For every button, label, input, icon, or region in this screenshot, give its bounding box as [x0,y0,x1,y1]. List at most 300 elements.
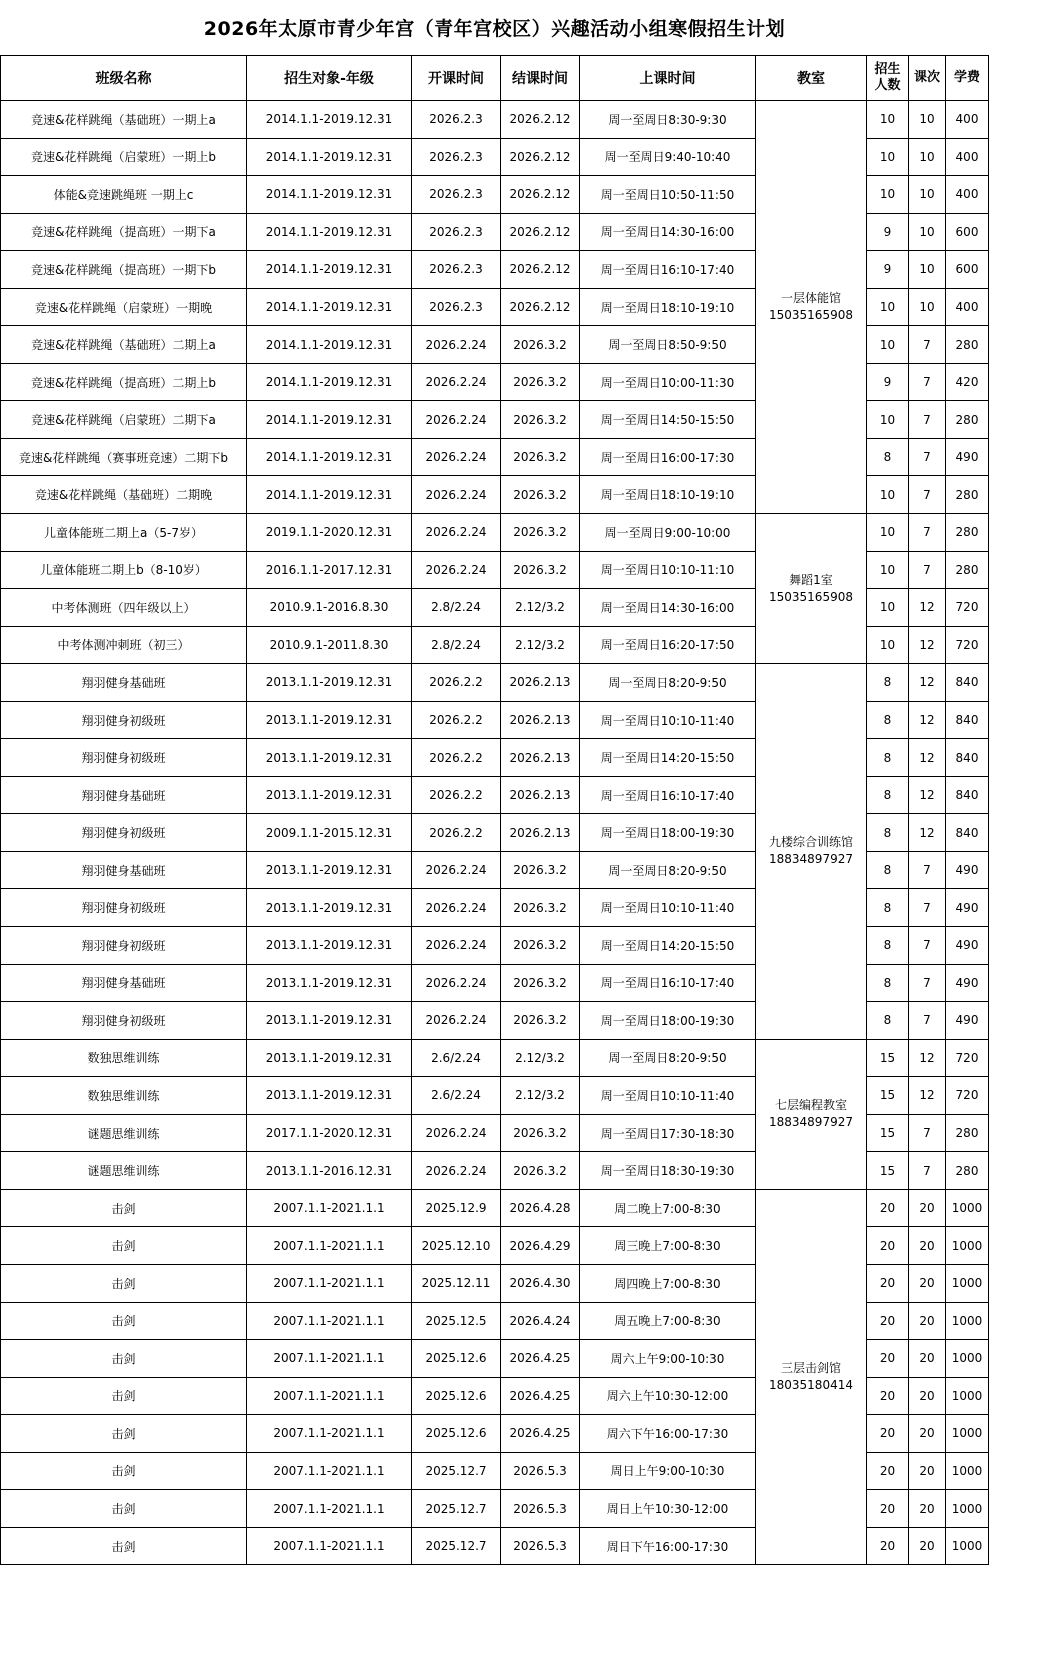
header-target: 招生对象-年级 [247,56,412,101]
target-cell: 2007.1.1-2021.1.1 [247,1189,412,1227]
page-title: 2026年太原市青少年宫（青年宫校区）兴趣活动小组寒假招生计划 [203,18,786,40]
class-name-cell: 翔羽健身初级班 [1,1002,247,1040]
end-date-cell: 2026.2.12 [501,213,580,251]
target-cell: 2007.1.1-2021.1.1 [247,1377,412,1415]
sessions-cell: 20 [909,1227,946,1265]
target-cell: 2013.1.1-2019.12.31 [247,1077,412,1115]
end-date-cell: 2026.4.24 [501,1302,580,1340]
end-date-cell: 2.12/3.2 [501,626,580,664]
target-cell: 2013.1.1-2019.12.31 [247,739,412,777]
fee-cell: 840 [946,776,989,814]
start-date-cell: 2026.2.24 [412,851,501,889]
sessions-cell: 12 [909,589,946,627]
class-name-cell: 翔羽健身初级班 [1,701,247,739]
sessions-cell: 20 [909,1415,946,1453]
quota-cell: 10 [867,288,909,326]
end-date-cell: 2026.3.2 [501,363,580,401]
fee-cell: 1000 [946,1377,989,1415]
schedule-cell: 周一至周日10:00-11:30 [580,363,756,401]
table-body [1,101,989,1565]
class-name-cell: 数独思维训练 [1,1039,247,1077]
quota-cell: 15 [867,1077,909,1115]
quota-cell: 20 [867,1415,909,1453]
target-cell: 2014.1.1-2019.12.31 [247,138,412,176]
class-name-cell: 中考体测冲刺班（初三） [1,626,247,664]
end-date-cell: 2026.4.28 [501,1189,580,1227]
class-name-cell: 翔羽健身基础班 [1,776,247,814]
quota-cell: 15 [867,1152,909,1190]
header-end: 结课时间 [501,56,580,101]
schedule-cell: 周一至周日16:00-17:30 [580,438,756,476]
schedule-cell: 周一至周日18:00-19:30 [580,814,756,852]
room-phone: 15035165908 [769,589,853,604]
fee-cell: 720 [946,589,989,627]
start-date-cell: 2026.2.24 [412,927,501,965]
class-name-cell: 击剑 [1,1377,247,1415]
quota-cell: 15 [867,1039,909,1077]
target-cell: 2014.1.1-2019.12.31 [247,401,412,439]
target-cell: 2013.1.1-2019.12.31 [247,851,412,889]
target-cell: 2017.1.1-2020.12.31 [247,1114,412,1152]
sessions-cell: 12 [909,1039,946,1077]
class-name-cell: 竞速&花样跳绳（提高班）一期下a [1,213,247,251]
schedule-cell: 周一至周日10:10-11:40 [580,701,756,739]
target-cell: 2013.1.1-2019.12.31 [247,889,412,927]
schedule-cell: 周六上午10:30-12:00 [580,1377,756,1415]
fee-cell: 400 [946,288,989,326]
class-name-cell: 竞速&花样跳绳（基础班）一期上a [1,101,247,139]
enrollment-table [0,55,989,1565]
start-date-cell: 2026.2.24 [412,964,501,1002]
sessions-cell: 7 [909,401,946,439]
sessions-cell: 7 [909,476,946,514]
fee-cell: 490 [946,927,989,965]
target-cell: 2014.1.1-2019.12.31 [247,438,412,476]
quota-cell: 8 [867,851,909,889]
room-phone: 18035180414 [769,1378,853,1393]
class-name-cell: 翔羽健身基础班 [1,964,247,1002]
schedule-cell: 周一至周日9:40-10:40 [580,138,756,176]
start-date-cell: 2026.2.3 [412,213,501,251]
start-date-cell: 2026.2.2 [412,701,501,739]
target-cell: 2007.1.1-2021.1.1 [247,1227,412,1265]
sessions-cell: 7 [909,326,946,364]
class-name-cell: 儿童体能班二期上b（8-10岁） [1,551,247,589]
sessions-cell: 7 [909,1002,946,1040]
room-name: 舞蹈1室 [789,572,833,587]
schedule-cell: 周一至周日8:50-9:50 [580,326,756,364]
end-date-cell: 2026.4.25 [501,1415,580,1453]
fee-cell: 280 [946,476,989,514]
sessions-cell: 7 [909,851,946,889]
target-cell: 2010.9.1-2011.8.30 [247,626,412,664]
end-date-cell: 2026.3.2 [501,551,580,589]
start-date-cell: 2026.2.2 [412,776,501,814]
fee-cell: 280 [946,401,989,439]
target-cell: 2016.1.1-2017.12.31 [247,551,412,589]
schedule-cell: 周四晚上7:00-8:30 [580,1264,756,1302]
header-time: 上课时间 [580,56,756,101]
start-date-cell: 2026.2.3 [412,288,501,326]
start-date-cell: 2026.2.24 [412,889,501,927]
room-cell [756,664,867,1039]
schedule-cell: 周一至周日14:30-16:00 [580,213,756,251]
quota-cell: 8 [867,964,909,1002]
fee-cell: 720 [946,626,989,664]
start-date-cell: 2026.2.24 [412,1152,501,1190]
end-date-cell: 2026.2.13 [501,701,580,739]
start-date-cell: 2026.2.2 [412,739,501,777]
sessions-cell: 12 [909,814,946,852]
end-date-cell: 2026.2.12 [501,138,580,176]
target-cell: 2013.1.1-2019.12.31 [247,664,412,702]
end-date-cell: 2026.4.25 [501,1377,580,1415]
schedule-cell: 周一至周日14:50-15:50 [580,401,756,439]
sessions-cell: 20 [909,1490,946,1528]
quota-cell: 10 [867,514,909,552]
target-cell: 2007.1.1-2021.1.1 [247,1452,412,1490]
fee-cell: 490 [946,964,989,1002]
fee-cell: 1000 [946,1227,989,1265]
start-date-cell: 2026.2.24 [412,438,501,476]
fee-cell: 280 [946,514,989,552]
target-cell: 2007.1.1-2021.1.1 [247,1527,412,1565]
start-date-cell: 2026.2.2 [412,664,501,702]
class-name-cell: 竞速&花样跳绳（启蒙班）一期上b [1,138,247,176]
end-date-cell: 2026.2.13 [501,776,580,814]
schedule-cell: 周五晚上7:00-8:30 [580,1302,756,1340]
room-cell [756,514,867,664]
class-name-cell: 竞速&花样跳绳（提高班）一期下b [1,251,247,289]
class-name-cell: 翔羽健身基础班 [1,664,247,702]
end-date-cell: 2026.4.29 [501,1227,580,1265]
target-cell: 2014.1.1-2019.12.31 [247,288,412,326]
quota-cell: 9 [867,363,909,401]
class-name-cell: 击剑 [1,1264,247,1302]
target-cell: 2013.1.1-2019.12.31 [247,776,412,814]
end-date-cell: 2026.3.2 [501,964,580,1002]
table-row [1,664,989,702]
table-row [1,101,989,139]
fee-cell: 490 [946,1002,989,1040]
quota-cell: 9 [867,213,909,251]
class-name-cell: 击剑 [1,1415,247,1453]
target-cell: 2007.1.1-2021.1.1 [247,1264,412,1302]
end-date-cell: 2026.2.12 [501,101,580,139]
quota-cell: 10 [867,589,909,627]
header-start: 开课时间 [412,56,501,101]
target-cell: 2013.1.1-2016.12.31 [247,1152,412,1190]
target-cell: 2014.1.1-2019.12.31 [247,326,412,364]
start-date-cell: 2026.2.3 [412,138,501,176]
sessions-cell: 7 [909,438,946,476]
start-date-cell: 2025.12.7 [412,1490,501,1528]
sessions-cell: 20 [909,1340,946,1378]
end-date-cell: 2026.2.12 [501,251,580,289]
sessions-cell: 7 [909,551,946,589]
end-date-cell: 2026.2.13 [501,814,580,852]
schedule-cell: 周一至周日17:30-18:30 [580,1114,756,1152]
target-cell: 2010.9.1-2016.8.30 [247,589,412,627]
start-date-cell: 2025.12.9 [412,1189,501,1227]
quota-cell: 10 [867,551,909,589]
fee-cell: 1000 [946,1527,989,1565]
sessions-cell: 20 [909,1527,946,1565]
end-date-cell: 2026.3.2 [501,1114,580,1152]
class-name-cell: 竞速&花样跳绳（启蒙班）二期下a [1,401,247,439]
fee-cell: 1000 [946,1490,989,1528]
sessions-cell: 7 [909,363,946,401]
quota-cell: 8 [867,889,909,927]
sessions-cell: 10 [909,251,946,289]
quota-cell: 8 [867,1002,909,1040]
class-name-cell: 中考体测班（四年级以上） [1,589,247,627]
start-date-cell: 2026.2.24 [412,326,501,364]
end-date-cell: 2026.2.12 [501,288,580,326]
sessions-cell: 20 [909,1452,946,1490]
quota-cell: 8 [867,927,909,965]
fee-cell: 1000 [946,1340,989,1378]
sessions-cell: 10 [909,176,946,214]
fee-cell: 400 [946,176,989,214]
schedule-cell: 周日上午9:00-10:30 [580,1452,756,1490]
fee-cell: 280 [946,1152,989,1190]
sessions-cell: 20 [909,1264,946,1302]
target-cell: 2013.1.1-2019.12.31 [247,964,412,1002]
quota-cell: 9 [867,251,909,289]
fee-cell: 720 [946,1039,989,1077]
class-name-cell: 击剑 [1,1340,247,1378]
room-phone: 18834897927 [769,852,853,867]
target-cell: 2014.1.1-2019.12.31 [247,476,412,514]
class-name-cell: 体能&竞速跳绳班 一期上c [1,176,247,214]
class-name-cell: 击剑 [1,1302,247,1340]
quota-cell: 10 [867,101,909,139]
fee-cell: 1000 [946,1189,989,1227]
sessions-cell: 10 [909,101,946,139]
quota-cell: 8 [867,664,909,702]
end-date-cell: 2026.3.2 [501,438,580,476]
sessions-cell: 12 [909,1077,946,1115]
schedule-cell: 周一至周日16:10-17:40 [580,964,756,1002]
quota-cell: 8 [867,701,909,739]
quota-cell: 20 [867,1302,909,1340]
quota-cell: 20 [867,1227,909,1265]
start-date-cell: 2.8/2.24 [412,626,501,664]
table-row [1,1189,989,1227]
class-name-cell: 击剑 [1,1189,247,1227]
class-name-cell: 谜题思维训练 [1,1114,247,1152]
target-cell: 2009.1.1-2015.12.31 [247,814,412,852]
schedule-cell: 周一至周日16:20-17:50 [580,626,756,664]
end-date-cell: 2026.5.3 [501,1452,580,1490]
class-name-cell: 竞速&花样跳绳（基础班）二期上a [1,326,247,364]
fee-cell: 400 [946,101,989,139]
fee-cell: 400 [946,138,989,176]
schedule-cell: 周一至周日8:20-9:50 [580,1039,756,1077]
end-date-cell: 2026.5.3 [501,1527,580,1565]
schedule-cell: 周日上午10:30-12:00 [580,1490,756,1528]
schedule-cell: 周一至周日18:10-19:10 [580,288,756,326]
class-name-cell: 竞速&花样跳绳（提高班）二期上b [1,363,247,401]
header-quota [867,56,909,101]
start-date-cell: 2.6/2.24 [412,1077,501,1115]
target-cell: 2007.1.1-2021.1.1 [247,1490,412,1528]
end-date-cell: 2026.3.2 [501,326,580,364]
sessions-cell: 7 [909,889,946,927]
quota-cell: 10 [867,176,909,214]
sessions-cell: 12 [909,701,946,739]
quota-cell: 20 [867,1264,909,1302]
start-date-cell: 2026.2.24 [412,401,501,439]
quota-cell: 10 [867,401,909,439]
schedule-cell: 周一至周日10:10-11:40 [580,889,756,927]
class-name-cell: 击剑 [1,1452,247,1490]
class-name-cell: 翔羽健身初级班 [1,739,247,777]
sessions-cell: 12 [909,664,946,702]
sessions-cell: 12 [909,776,946,814]
schedule-cell: 周一至周日10:10-11:10 [580,551,756,589]
target-cell: 2007.1.1-2021.1.1 [247,1415,412,1453]
start-date-cell: 2026.2.2 [412,814,501,852]
sessions-cell: 7 [909,1152,946,1190]
schedule-cell: 周一至周日14:20-15:50 [580,927,756,965]
start-date-cell: 2026.2.3 [412,176,501,214]
sessions-cell: 10 [909,213,946,251]
start-date-cell: 2025.12.6 [412,1377,501,1415]
sessions-cell: 12 [909,626,946,664]
fee-cell: 600 [946,213,989,251]
sessions-cell: 10 [909,288,946,326]
header-row [1,56,989,101]
target-cell: 2013.1.1-2019.12.31 [247,1002,412,1040]
header-fee: 学费 [946,56,989,101]
start-date-cell: 2026.2.24 [412,363,501,401]
quota-cell: 20 [867,1189,909,1227]
fee-cell: 1000 [946,1452,989,1490]
quota-cell: 8 [867,438,909,476]
class-name-cell: 竞速&花样跳绳（基础班）二期晚 [1,476,247,514]
header-quota-line2: 人数 [874,78,901,93]
fee-cell: 280 [946,1114,989,1152]
end-date-cell: 2026.3.2 [501,1002,580,1040]
end-date-cell: 2.12/3.2 [501,589,580,627]
schedule-cell: 周一至周日16:10-17:40 [580,776,756,814]
schedule-cell: 周日下午16:00-17:30 [580,1527,756,1565]
room-cell [756,1189,867,1564]
class-name-cell: 击剑 [1,1227,247,1265]
class-name-cell: 击剑 [1,1527,247,1565]
quota-cell: 10 [867,138,909,176]
quota-cell: 8 [867,739,909,777]
target-cell: 2019.1.1-2020.12.31 [247,514,412,552]
end-date-cell: 2026.2.13 [501,664,580,702]
end-date-cell: 2026.3.2 [501,476,580,514]
start-date-cell: 2025.12.7 [412,1527,501,1565]
target-cell: 2013.1.1-2019.12.31 [247,927,412,965]
schedule-cell: 周三晚上7:00-8:30 [580,1227,756,1265]
class-name-cell: 竞速&花样跳绳（启蒙班）一期晚 [1,288,247,326]
schedule-cell: 周一至周日14:30-16:00 [580,589,756,627]
sessions-cell: 10 [909,138,946,176]
quota-cell: 20 [867,1377,909,1415]
fee-cell: 840 [946,701,989,739]
sessions-cell: 7 [909,1114,946,1152]
schedule-cell: 周一至周日14:20-15:50 [580,739,756,777]
header-name: 班级名称 [1,56,247,101]
header-room: 教室 [756,56,867,101]
end-date-cell: 2026.3.2 [501,889,580,927]
fee-cell: 720 [946,1077,989,1115]
end-date-cell: 2026.3.2 [501,851,580,889]
schedule-cell: 周一至周日10:10-11:40 [580,1077,756,1115]
start-date-cell: 2025.12.6 [412,1340,501,1378]
fee-cell: 490 [946,438,989,476]
start-date-cell: 2026.2.3 [412,251,501,289]
start-date-cell: 2026.2.24 [412,551,501,589]
start-date-cell: 2025.12.10 [412,1227,501,1265]
quota-cell: 8 [867,776,909,814]
end-date-cell: 2026.2.13 [501,739,580,777]
sessions-cell: 7 [909,514,946,552]
quota-cell: 20 [867,1527,909,1565]
schedule-cell: 周六下午16:00-17:30 [580,1415,756,1453]
schedule-cell: 周一至周日18:30-19:30 [580,1152,756,1190]
schedule-cell: 周一至周日8:20-9:50 [580,851,756,889]
target-cell: 2014.1.1-2019.12.31 [247,101,412,139]
fee-cell: 840 [946,664,989,702]
schedule-cell: 周一至周日9:00-10:00 [580,514,756,552]
end-date-cell: 2.12/3.2 [501,1077,580,1115]
class-name-cell: 数独思维训练 [1,1077,247,1115]
start-date-cell: 2026.2.24 [412,514,501,552]
start-date-cell: 2025.12.5 [412,1302,501,1340]
sessions-cell: 7 [909,927,946,965]
end-date-cell: 2026.2.12 [501,176,580,214]
fee-cell: 490 [946,851,989,889]
schedule-cell: 周一至周日8:30-9:30 [580,101,756,139]
table-row [1,1039,989,1077]
quota-cell: 8 [867,814,909,852]
class-name-cell: 谜题思维训练 [1,1152,247,1190]
fee-cell: 420 [946,363,989,401]
quota-cell: 15 [867,1114,909,1152]
end-date-cell: 2026.5.3 [501,1490,580,1528]
room-name: 七层编程教室 [774,1098,847,1113]
class-name-cell: 翔羽健身基础班 [1,851,247,889]
class-name-cell: 翔羽健身初级班 [1,814,247,852]
room-name: 三层击剑馆 [780,1361,841,1376]
target-cell: 2014.1.1-2019.12.31 [247,363,412,401]
quota-cell: 20 [867,1452,909,1490]
start-date-cell: 2026.2.24 [412,476,501,514]
end-date-cell: 2026.3.2 [501,1152,580,1190]
fee-cell: 1000 [946,1302,989,1340]
fee-cell: 600 [946,251,989,289]
schedule-cell: 周六上午9:00-10:30 [580,1340,756,1378]
fee-cell: 1000 [946,1264,989,1302]
class-name-cell: 击剑 [1,1490,247,1528]
end-date-cell: 2026.3.2 [501,927,580,965]
start-date-cell: 2025.12.11 [412,1264,501,1302]
schedule-cell: 周一至周日10:50-11:50 [580,176,756,214]
end-date-cell: 2026.3.2 [501,401,580,439]
class-name-cell: 翔羽健身初级班 [1,927,247,965]
room-name: 九楼综合训练馆 [768,835,853,850]
sessions-cell: 20 [909,1302,946,1340]
start-date-cell: 2.8/2.24 [412,589,501,627]
schedule-cell: 周一至周日8:20-9:50 [580,664,756,702]
